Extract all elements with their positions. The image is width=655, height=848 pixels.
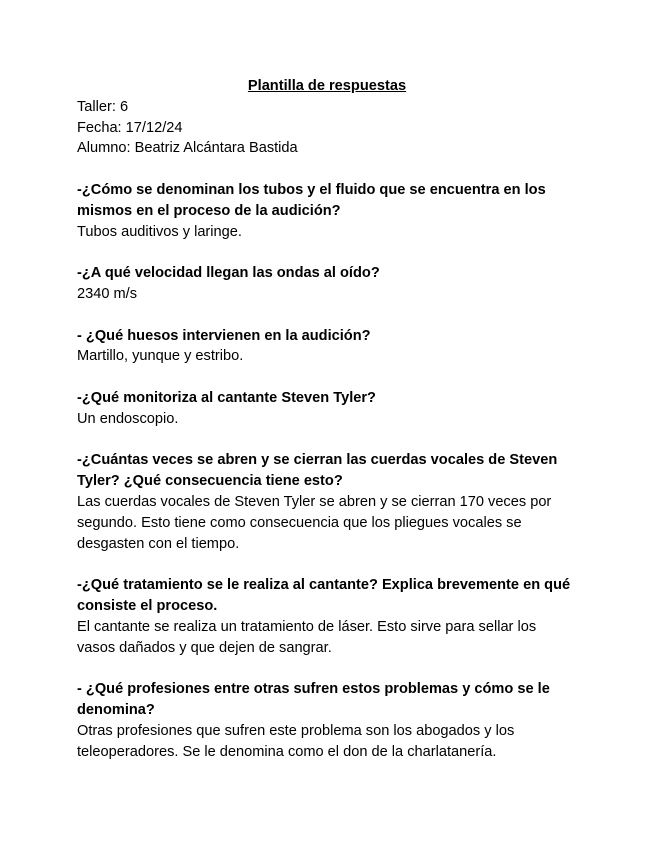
question-text: -¿Qué tratamiento se le realiza al cantante? Explica brevemente en qué consiste el proceso. xyxy=(77,577,571,614)
answer-text: Martillo, yunque y estribo. xyxy=(77,348,244,365)
qa-item-2 xyxy=(77,263,577,305)
qa-item-1 xyxy=(77,180,577,242)
answer-text: Las cuerdas vocales de Steven Tyler se abren y se cierran 170 veces por segundo. Esto tiene como consecuencia que los pliegues vocales se desgasten con el tiempo. xyxy=(77,493,552,552)
document-title: Plantilla de respuestas xyxy=(247,78,407,94)
qa-item-5 xyxy=(77,450,577,554)
answer-text: El cantante se realiza un tratamiento de láser. Esto sirve para sellar los vasos dañados y que dejen de sangrar. xyxy=(77,618,537,656)
qa-item-4 xyxy=(77,388,577,430)
workshop-line: Taller: 6 xyxy=(77,98,129,115)
question-text: -¿Qué monitoriza al cantante Steven Tyler? xyxy=(77,389,376,406)
question-text: -¿A qué velocidad llegan las ondas al oído? xyxy=(77,265,380,282)
qa-item-6 xyxy=(77,575,577,658)
date-line: Fecha: 17/12/24 xyxy=(77,119,183,136)
answer-text: Un endoscopio. xyxy=(77,410,179,427)
qa-item-7 xyxy=(77,679,577,762)
answer-text: 2340 m/s xyxy=(77,285,138,302)
answer-text: Tubos auditivos y laringe. xyxy=(77,223,242,240)
qa-item-3 xyxy=(77,326,577,368)
student-line: Alumno: Beatriz Alcántara Bastida xyxy=(77,140,298,157)
answer-text: Otras profesiones que sufren este problema son los abogados y los teleoperadores. Se le denomina como el don de la charlatanería. xyxy=(77,722,515,760)
question-text: - ¿Qué huesos intervienen en la audición? xyxy=(77,327,371,344)
question-text: -¿Cómo se denominan los tubos y el fluido que se encuentra en los mismos en el proceso de la audición? xyxy=(77,181,546,219)
question-text: -¿Cuántas veces se abren y se cierran las cuerdas vocales de Steven Tyler? ¿Qué consecuencia tiene esto? xyxy=(77,452,558,490)
question-text: - ¿Qué profesiones entre otras sufren estos problemas y cómo se le denomina? xyxy=(77,681,550,718)
document-page xyxy=(77,76,577,762)
